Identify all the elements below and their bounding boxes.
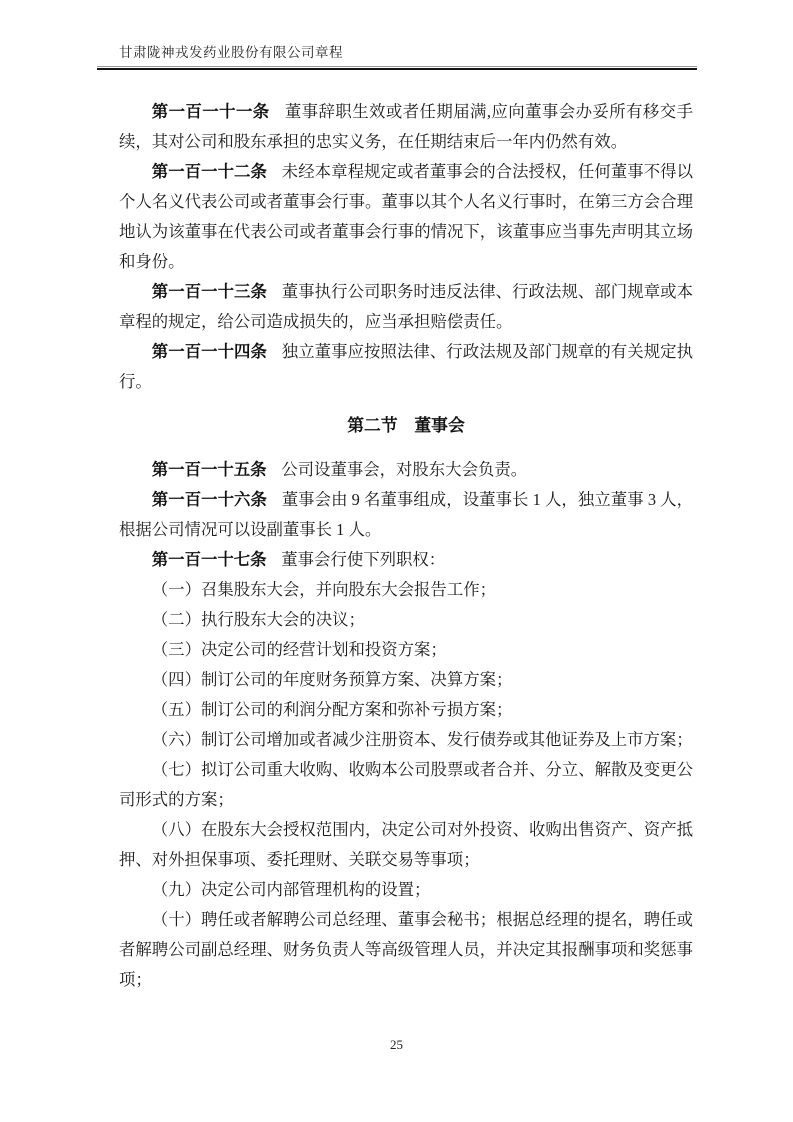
article-text: 董事会行使下列职权： bbox=[281, 550, 446, 569]
page-footer bbox=[0, 1037, 793, 1053]
article-number: 第一百一十七条 bbox=[151, 551, 267, 569]
list-item: （三）决定公司的经营计划和投资方案； bbox=[151, 640, 447, 659]
document-body bbox=[119, 97, 693, 995]
article-text: 公司设董事会，对股东大会负责。 bbox=[281, 460, 528, 479]
article-text: 董事会由 9 名董事组成，设董事长 1 人，独立董事 3 人，根据公司情况可以设副董事长 1 人。 bbox=[119, 490, 693, 539]
article-number: 第一百一十六条 bbox=[151, 491, 267, 509]
page-number: 25 bbox=[390, 1037, 403, 1052]
list-item: （六）制订公司增加或者减少注册资本、发行债券或其他证券及上市方案； bbox=[151, 730, 693, 749]
page-header bbox=[0, 44, 793, 70]
header-title: 甘肃陇神戎发药业股份有限公司章程 bbox=[119, 45, 343, 60]
article-text: 独立董事应按照法律、行政法规及部门规章的有关规定执行。 bbox=[119, 342, 694, 391]
article-number: 第一百一十五条 bbox=[151, 461, 267, 479]
list-item: （五）制订公司的利润分配方案和弥补亏损方案； bbox=[151, 700, 513, 719]
article-text: 董事辞职生效或者任期届满,应向董事会办妥所有移交手续，其对公司和股东承担的忠实义务，在任期结束后一年内仍然有效。 bbox=[119, 102, 693, 151]
list-item: （七）拟订公司重大收购、收购本公司股票或者合并、分立、解散及变更公司形式的方案； bbox=[119, 760, 693, 809]
article-text: 未经本章程规定或者董事会的合法授权，任何董事不得以个人名义代表公司或者董事会行事。董事以其个人名义行事时，在第三方会合理地认为该董事在代表公司或者董事会行事的情况下，该董事应当事先声明其立场和身份。 bbox=[119, 162, 694, 271]
article-number: 第一百一十一条 bbox=[151, 103, 270, 121]
list-item: （八）在股东大会授权范围内，决定公司对外投资、收购出售资产、资产抵押、对外担保事项、委托理财、关联交易等事项； bbox=[119, 820, 693, 869]
article-paragraph bbox=[119, 337, 693, 397]
article-number: 第一百一十四条 bbox=[151, 343, 267, 361]
article-paragraph bbox=[119, 97, 693, 157]
article-text: 董事执行公司职务时违反法律、行政法规、部门规章或本章程的规定，给公司造成损失的，应当承担赔偿责任。 bbox=[119, 282, 694, 331]
list-item: （二）执行股东大会的决议； bbox=[151, 610, 365, 629]
header-rule bbox=[97, 66, 697, 70]
article-number: 第一百一十二条 bbox=[151, 163, 267, 181]
list-item: （十）聘任或者解聘公司总经理、董事会秘书；根据总经理的提名，聘任或者解聘公司副总经理、财务负责人等高级管理人员，并决定其报酬事项和奖惩事项； bbox=[119, 910, 693, 989]
list-item: （九）决定公司内部管理机构的设置； bbox=[151, 880, 431, 899]
list-item: （四）制订公司的年度财务预算方案、决算方案； bbox=[151, 670, 513, 689]
article-paragraph bbox=[119, 485, 693, 545]
article-paragraph bbox=[119, 545, 693, 575]
article-paragraph bbox=[119, 455, 693, 485]
section-heading: 第二节 董事会 bbox=[347, 416, 465, 435]
list-item: （一）召集股东大会，并向股东大会报告工作； bbox=[151, 580, 496, 599]
article-number: 第一百一十三条 bbox=[151, 283, 267, 301]
article-paragraph bbox=[119, 277, 693, 337]
article-paragraph bbox=[119, 157, 693, 277]
